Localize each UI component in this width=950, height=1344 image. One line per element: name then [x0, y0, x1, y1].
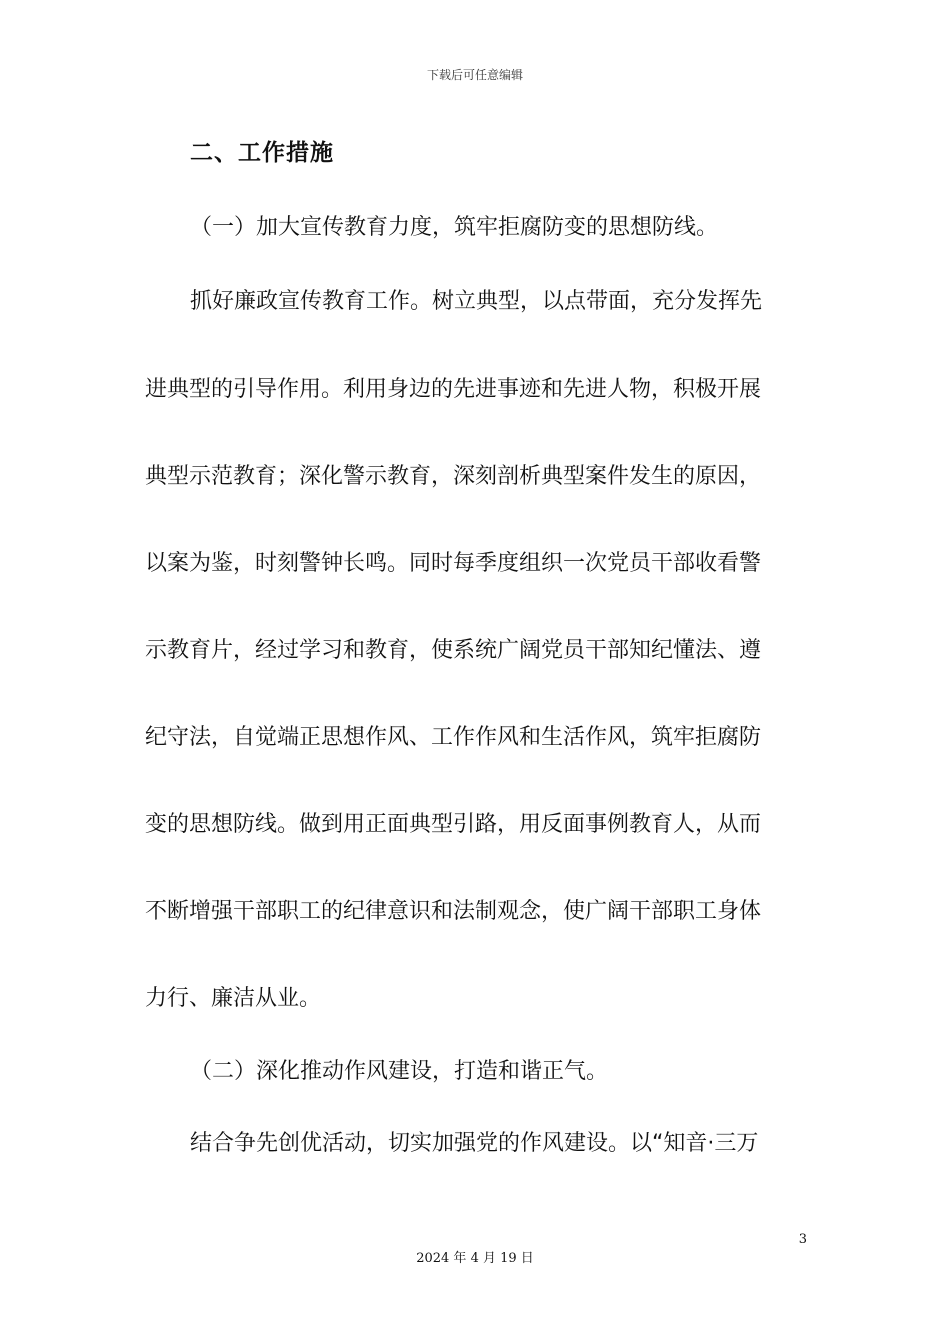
section2-paragraph	[145, 1126, 807, 1166]
section2-title: （二）深化推动作风建设，打造和谐正气。	[190, 1059, 609, 1084]
paragraph-line: 力行、廉洁从业。	[145, 986, 322, 1011]
header-note: 下载后可任意编辑	[426, 68, 523, 82]
paragraph-line: 典型示范教育；深化警示教育，深刻剖析典型案件发生的原因，	[145, 464, 762, 489]
section-heading: 二、工作措施	[190, 140, 334, 166]
page-number: 3	[798, 1232, 807, 1247]
paragraph-line: 不断增强干部职工的纪律意识和法制观念，使广阔干部职工身体	[145, 899, 762, 924]
paragraph-line: 以案为鉴，时刻警钟长鸣。同时每季度组织一次党员干部收看警	[145, 551, 762, 576]
paragraph-line: 纪守法，自觉端正思想作风、工作作风和生活作风，筑牢拒腐防	[145, 725, 762, 750]
section1-paragraph	[145, 284, 807, 1024]
paragraph-line: 进典型的引导作用。利用身边的先进事迹和先进人物，积极开展	[145, 377, 762, 402]
paragraph-line: 变的思想防线。做到用正面典型引路，用反面事例教育人，从而	[145, 812, 762, 837]
paragraph-line: 示教育片，经过学习和教育，使系统广阔党员干部知纪懂法、遵	[145, 638, 762, 663]
paragraph-line: 结合争先创优活动，切实加强党的作风建设。以“知音·三万	[190, 1131, 759, 1156]
section1-title: （一）加大宣传教育力度，筑牢拒腐防变的思想防线。	[190, 215, 719, 240]
footer-date: 2024 年 4 月 19 日	[416, 1251, 534, 1266]
paragraph-line: 抓好廉政宣传教育工作。树立典型，以点带面，充分发挥先	[190, 289, 763, 314]
